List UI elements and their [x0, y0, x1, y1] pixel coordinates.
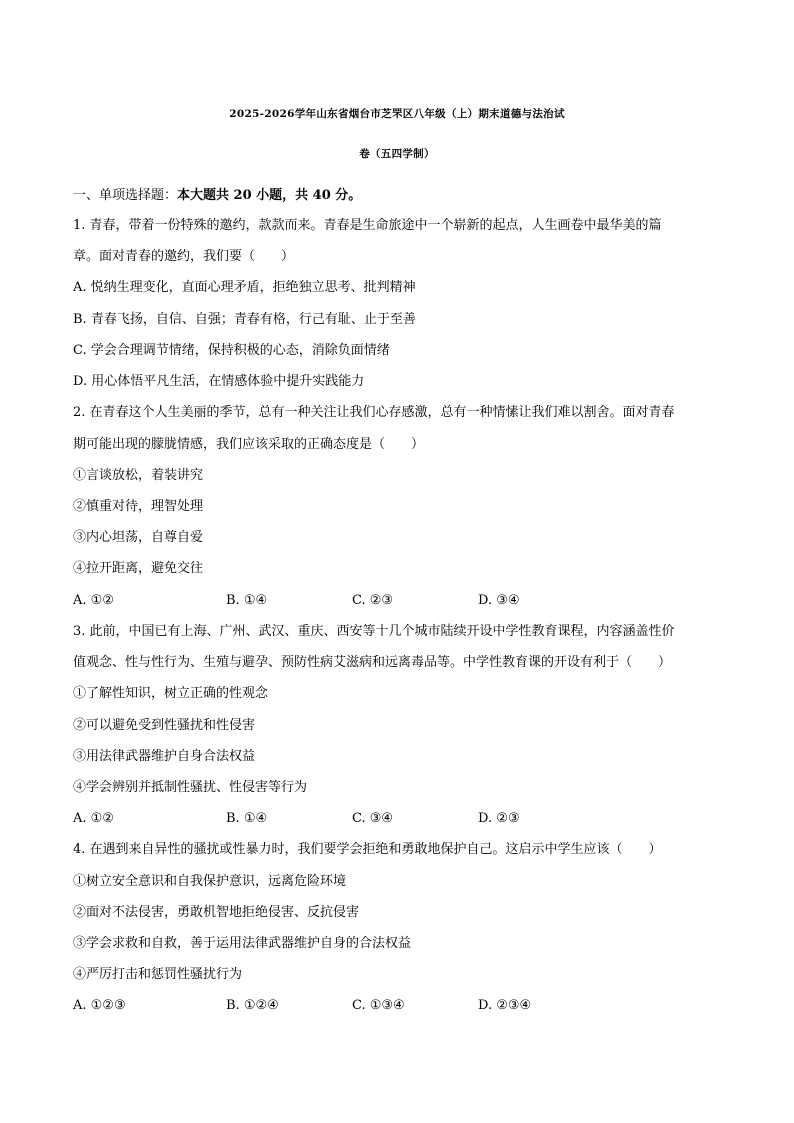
q2-option-a: A. ①②: [73, 593, 114, 608]
q1-option-b: B. 青春飞扬，自信、自强；青春有格，行己有耻、止于至善: [73, 312, 416, 327]
q4-statement-1: ①树立安全意识和自我保护意识，远离危险环境: [73, 874, 347, 889]
q3-option-c: C. ③④: [352, 811, 394, 826]
q2-stem-line-2: 期可能出现的朦胧情感，我们应该采取的正确态度是（ ）: [73, 437, 425, 452]
q2-statement-2: ②慎重对待，理智处理: [73, 499, 204, 514]
q3-option-d: D. ②③: [478, 811, 520, 826]
q3-stem-line-1: 3. 此前，中国已有上海、广州、武汉、重庆、西安等十几个城市陆续开设中学性教育课程，内容涵盖性价: [73, 624, 675, 639]
section-heading: [73, 188, 361, 204]
q3-statement-3: ③用法律武器维护自身合法权益: [73, 749, 256, 764]
q2-statement-4: ④拉开距离，避免交往: [73, 561, 204, 576]
q2-statement-3: ③内心坦荡，自尊自爱: [73, 530, 204, 545]
section-prefix: 一、单项选择题：: [73, 188, 178, 203]
q4-option-a: A. ①②③: [73, 998, 126, 1013]
q4-stem-line-1: 4. 在遇到来自异性的骚扰或性暴力时，我们要学会拒绝和勇敢地保护自己。这启示中学生应该（ ）: [73, 842, 662, 857]
q1-option-d: D. 用心体悟平凡生活，在情感体验中提升实践能力: [73, 374, 365, 389]
section-description: 本大题共 20 小题，共 40 分。: [177, 188, 362, 203]
q1-option-c: C. 学会合理调节情绪，保持积极的心态，消除负面情绪: [73, 343, 390, 358]
q4-option-c: C. ①③④: [352, 998, 405, 1013]
q4-statement-3: ③学会求救和自救，善于运用法律武器维护自身的合法权益: [73, 936, 412, 951]
q3-option-b: B. ①④: [226, 811, 268, 826]
q3-statement-4: ④学会辨别并抵制性骚扰、性侵害等行为: [73, 780, 308, 795]
q2-option-c: C. ②③: [352, 593, 394, 608]
q4-statement-2: ②面对不法侵害，勇敢机智地拒绝侵害、反抗侵害: [73, 905, 360, 920]
q4-statement-4: ④严厉打击和惩罚性骚扰行为: [73, 967, 243, 982]
q3-statement-1: ①了解性知识，树立正确的性观念: [73, 686, 269, 701]
q2-statement-1: ①言谈放松，着装讲究: [73, 468, 204, 483]
q2-option-b: B. ①④: [226, 593, 268, 608]
q1-stem-line-1: 1. 青春，带着一份特殊的邀约，款款而来。青春是生命旅途中一个崭新的起点，人生画卷中最华美的篇: [73, 218, 662, 233]
q2-option-d: D. ③④: [478, 593, 520, 608]
q1-option-a: A. 悦纳生理变化，直面心理矛盾，拒绝独立思考、批判精神: [73, 280, 416, 295]
q4-option-b: B. ①②④: [226, 998, 279, 1013]
exam-title-line-1: 2025-2026学年山东省烟台市芝罘区八年级（上）期末道德与法治试: [229, 108, 565, 120]
q3-stem-line-2: 值观念、性与性行为、生殖与避孕、预防性病艾滋病和远离毒品等。中学性教育课的开设有利于（ ）: [73, 655, 672, 670]
q2-stem-line-1: 2. 在青春这个人生美丽的季节，总有一种关注让我们心存感激，总有一种情愫让我们难以割舍。面对青春: [73, 405, 675, 420]
q1-stem-line-2: 章。面对青春的邀约，我们要（ ）: [73, 249, 295, 264]
q3-option-a: A. ①②: [73, 811, 114, 826]
q3-statement-2: ②可以避免受到性骚扰和性侵害: [73, 718, 256, 733]
exam-title-line-2: 卷（五四学制）: [359, 148, 435, 160]
q4-option-d: D. ②③④: [478, 998, 532, 1013]
